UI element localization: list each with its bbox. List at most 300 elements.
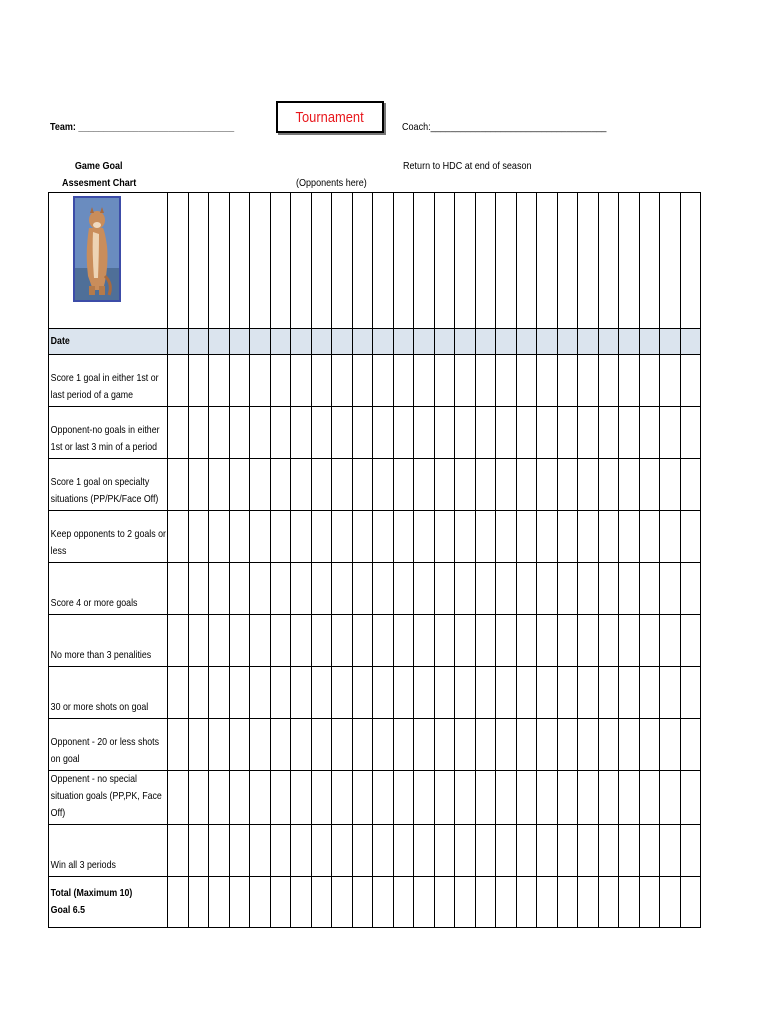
- date-label: Date: [50, 335, 70, 347]
- goal-row-game-cell: [434, 825, 455, 877]
- goal-row-game-cell: [393, 563, 414, 615]
- goal-row-game-cell: [332, 511, 353, 563]
- goal-row-game-cell: [270, 459, 291, 511]
- goal-row-game-cell: [455, 407, 476, 459]
- goal-row-game-cell: [168, 771, 189, 825]
- goal-row-game-cell: [270, 719, 291, 771]
- goal-row-game-cell: [291, 825, 312, 877]
- goal-row-game-cell: [414, 511, 435, 563]
- opponents-row-game-cell: [291, 193, 312, 329]
- goal-row-game-cell: [311, 459, 332, 511]
- goal-row-game-cell: [455, 825, 476, 877]
- date-row-game-cell: [660, 329, 681, 355]
- goal-row-game-cell: [209, 719, 230, 771]
- goal-row-game-cell: [229, 771, 250, 825]
- goal-row-game-cell: [188, 615, 209, 667]
- goal-row-game-cell: [639, 771, 660, 825]
- opponents-row-game-cell: [455, 193, 476, 329]
- goal-row-game-cell: [393, 615, 414, 667]
- goal-row-game-cell: [516, 825, 537, 877]
- goal-row: [49, 355, 701, 407]
- team-field-label: Team: _______________________________: [50, 121, 235, 133]
- goal-label: Score 1 goal on specialty situations (PP/PK/Face Off): [50, 476, 159, 505]
- goal-label-cell: [49, 563, 168, 615]
- goal-row: [49, 719, 701, 771]
- goal-row-game-cell: [209, 563, 230, 615]
- opponents-row-game-cell: [619, 193, 640, 329]
- goal-row-game-cell: [393, 771, 414, 825]
- goal-row-game-cell: [291, 355, 312, 407]
- total-row-game-cell: [270, 877, 291, 928]
- goal-row-game-cell: [598, 771, 619, 825]
- opponents-row-game-cell: [496, 193, 517, 329]
- total-row-game-cell: [455, 877, 476, 928]
- goal-row-game-cell: [393, 825, 414, 877]
- total-row-game-cell: [311, 877, 332, 928]
- date-row-game-cell: [209, 329, 230, 355]
- goal-row-game-cell: [455, 563, 476, 615]
- opponents-row-game-cell: [209, 193, 230, 329]
- opponents-row-game-cell: [168, 193, 189, 329]
- goal-row-game-cell: [680, 459, 701, 511]
- goal-row-game-cell: [475, 667, 496, 719]
- opponents-row-game-cell: [537, 193, 558, 329]
- goal-row-game-cell: [250, 563, 271, 615]
- goal-row-game-cell: [311, 825, 332, 877]
- total-row-game-cell: [557, 877, 578, 928]
- goal-row-game-cell: [188, 771, 209, 825]
- goal-row: [49, 459, 701, 511]
- goal-row-game-cell: [188, 355, 209, 407]
- goal-row-game-cell: [332, 459, 353, 511]
- goal-row-game-cell: [352, 667, 373, 719]
- goal-row-game-cell: [311, 407, 332, 459]
- goal-row-game-cell: [188, 667, 209, 719]
- goal-row-game-cell: [516, 719, 537, 771]
- goal-row-game-cell: [250, 719, 271, 771]
- goal-row-game-cell: [516, 667, 537, 719]
- goal-row-game-cell: [373, 667, 394, 719]
- goal-row-game-cell: [168, 355, 189, 407]
- opponents-row-game-cell: [373, 193, 394, 329]
- goal-row-game-cell: [311, 355, 332, 407]
- goal-row-game-cell: [168, 459, 189, 511]
- total-row-game-cell: [393, 877, 414, 928]
- goal-row-game-cell: [660, 719, 681, 771]
- goal-row-game-cell: [455, 719, 476, 771]
- goal-row-game-cell: [598, 407, 619, 459]
- tournament-title: Tournament: [295, 108, 365, 126]
- goal-row-game-cell: [229, 459, 250, 511]
- opponents-row-game-cell: [660, 193, 681, 329]
- goal-row-game-cell: [516, 407, 537, 459]
- goal-row-game-cell: [496, 719, 517, 771]
- total-row-game-cell: [660, 877, 681, 928]
- goal-label-cell: [49, 825, 168, 877]
- date-row-game-cell: [455, 329, 476, 355]
- goal-row-game-cell: [619, 667, 640, 719]
- total-row-game-cell: [496, 877, 517, 928]
- goal-row-game-cell: [660, 407, 681, 459]
- date-row-game-cell: [578, 329, 599, 355]
- goal-row-game-cell: [352, 771, 373, 825]
- total-row-game-cell: [229, 877, 250, 928]
- date-row-game-cell: [373, 329, 394, 355]
- goal-row-game-cell: [270, 615, 291, 667]
- goal-row-game-cell: [598, 355, 619, 407]
- goal-row-game-cell: [537, 825, 558, 877]
- goal-label-cell: [49, 719, 168, 771]
- goal-row-game-cell: [537, 511, 558, 563]
- goal-label-cell: [49, 667, 168, 719]
- goal-row-game-cell: [660, 511, 681, 563]
- assessment-grid: [48, 192, 701, 928]
- goal-row-game-cell: [598, 719, 619, 771]
- total-row-game-cell: [291, 877, 312, 928]
- goal-row-game-cell: [660, 615, 681, 667]
- goal-row-game-cell: [680, 615, 701, 667]
- goal-row-game-cell: [639, 825, 660, 877]
- goal-row-game-cell: [660, 563, 681, 615]
- goal-row-game-cell: [619, 511, 640, 563]
- goal-row-game-cell: [373, 719, 394, 771]
- goal-row-game-cell: [434, 355, 455, 407]
- goal-row-game-cell: [537, 719, 558, 771]
- goal-row-game-cell: [598, 667, 619, 719]
- goal-row-game-cell: [475, 511, 496, 563]
- goal-row-game-cell: [475, 771, 496, 825]
- date-row-game-cell: [291, 329, 312, 355]
- goal-row-game-cell: [250, 667, 271, 719]
- goal-row-game-cell: [475, 407, 496, 459]
- goal-label: Oppenent - no special situation goals (PP,PK, Face Off): [50, 773, 162, 819]
- opponents-row-game-cell: [639, 193, 660, 329]
- goal-label-cell: [49, 511, 168, 563]
- total-label-cell: [49, 877, 168, 928]
- goal-row-game-cell: [680, 719, 701, 771]
- goal-row-game-cell: [188, 511, 209, 563]
- goal-row-game-cell: [680, 563, 701, 615]
- goal-row-game-cell: [168, 825, 189, 877]
- goal-row-game-cell: [229, 667, 250, 719]
- goal-row-game-cell: [332, 355, 353, 407]
- total-label: Total (Maximum 10): [50, 887, 133, 899]
- goal-row-game-cell: [250, 511, 271, 563]
- goal-row-game-cell: [250, 459, 271, 511]
- date-row-game-cell: [557, 329, 578, 355]
- goal-row-game-cell: [373, 407, 394, 459]
- goal-row-game-cell: [578, 459, 599, 511]
- goal-row-game-cell: [537, 667, 558, 719]
- goal-row: [49, 511, 701, 563]
- goal-row-game-cell: [598, 511, 619, 563]
- opponents-row-game-cell: [332, 193, 353, 329]
- date-row-game-cell: [434, 329, 455, 355]
- goal-row-game-cell: [209, 511, 230, 563]
- goal-label-cell: [49, 407, 168, 459]
- goal-row-game-cell: [475, 825, 496, 877]
- goal-row-game-cell: [373, 355, 394, 407]
- goal-row-game-cell: [496, 615, 517, 667]
- goal-row-game-cell: [188, 563, 209, 615]
- goal-row-game-cell: [660, 667, 681, 719]
- goal-row-game-cell: [291, 615, 312, 667]
- chart-title: [50, 158, 148, 192]
- goal-row-game-cell: [291, 407, 312, 459]
- goal-row-game-cell: [496, 771, 517, 825]
- goal-row-game-cell: [639, 719, 660, 771]
- goal-row-game-cell: [414, 407, 435, 459]
- goal-row-game-cell: [414, 825, 435, 877]
- goal-row-game-cell: [229, 355, 250, 407]
- opponents-row-game-cell: [598, 193, 619, 329]
- total-row-game-cell: [332, 877, 353, 928]
- opponents-row-game-cell: [578, 193, 599, 329]
- goal-row-game-cell: [660, 825, 681, 877]
- goal-row-game-cell: [496, 355, 517, 407]
- goal-row-game-cell: [352, 459, 373, 511]
- goal-row-game-cell: [270, 511, 291, 563]
- goal-row-game-cell: [168, 667, 189, 719]
- goal-label-cell: [49, 459, 168, 511]
- goal-row-game-cell: [311, 771, 332, 825]
- goal-label: Score 4 or more goals: [50, 597, 138, 609]
- goal-row-game-cell: [639, 667, 660, 719]
- goal-row-game-cell: [557, 667, 578, 719]
- goal-row-game-cell: [639, 355, 660, 407]
- cougar-photo-icon: [73, 196, 121, 302]
- goal-row-game-cell: [270, 771, 291, 825]
- goal-row-game-cell: [168, 407, 189, 459]
- goal-row-game-cell: [393, 719, 414, 771]
- opponents-row-game-cell: [270, 193, 291, 329]
- goal-row-game-cell: [578, 771, 599, 825]
- date-row-game-cell: [393, 329, 414, 355]
- goal-row: [49, 407, 701, 459]
- opponents-note: (Opponents here): [296, 177, 367, 189]
- goal-row-game-cell: [578, 825, 599, 877]
- goal-row-game-cell: [639, 407, 660, 459]
- goal-row-game-cell: [516, 459, 537, 511]
- total-row-game-cell: [475, 877, 496, 928]
- goal-row-game-cell: [414, 459, 435, 511]
- goal-row-game-cell: [414, 771, 435, 825]
- goal-target-label: Goal 6.5: [50, 904, 86, 916]
- date-row-game-cell: [311, 329, 332, 355]
- goal-row-game-cell: [660, 355, 681, 407]
- goal-row-game-cell: [291, 667, 312, 719]
- goal-label: Opponent-no goals in either 1st or last 3 min of a period: [50, 424, 160, 453]
- goal-row-game-cell: [373, 459, 394, 511]
- goal-row-game-cell: [475, 459, 496, 511]
- goal-row-game-cell: [250, 771, 271, 825]
- goal-row-game-cell: [537, 615, 558, 667]
- goal-row-game-cell: [434, 719, 455, 771]
- goal-row-game-cell: [352, 615, 373, 667]
- goal-row-game-cell: [455, 511, 476, 563]
- picture-cell: [49, 193, 168, 329]
- date-row-game-cell: [680, 329, 701, 355]
- goal-row-game-cell: [619, 825, 640, 877]
- goal-row-game-cell: [619, 407, 640, 459]
- goal-row-game-cell: [270, 563, 291, 615]
- goal-row-game-cell: [496, 511, 517, 563]
- goal-row-game-cell: [455, 355, 476, 407]
- total-row-game-cell: [373, 877, 394, 928]
- goal-row-game-cell: [557, 771, 578, 825]
- goal-row-game-cell: [332, 615, 353, 667]
- goal-row-game-cell: [209, 825, 230, 877]
- goal-row-game-cell: [373, 771, 394, 825]
- goal-row-game-cell: [393, 511, 414, 563]
- opponents-row-game-cell: [393, 193, 414, 329]
- chart-title-line1: Game Goal: [75, 160, 123, 172]
- goal-row-game-cell: [537, 355, 558, 407]
- goal-row-game-cell: [229, 407, 250, 459]
- opponents-row-game-cell: [475, 193, 496, 329]
- goal-row-game-cell: [352, 719, 373, 771]
- goal-row-game-cell: [434, 407, 455, 459]
- goal-row-game-cell: [455, 667, 476, 719]
- goal-row-game-cell: [578, 355, 599, 407]
- goal-row-game-cell: [311, 615, 332, 667]
- goal-row: [49, 667, 701, 719]
- goal-row-game-cell: [578, 563, 599, 615]
- goal-label: Keep opponents to 2 goals or less: [50, 528, 166, 557]
- goal-row-game-cell: [311, 719, 332, 771]
- goal-row-game-cell: [516, 563, 537, 615]
- goal-row-game-cell: [455, 771, 476, 825]
- goal-row-game-cell: [557, 719, 578, 771]
- date-row-game-cell: [250, 329, 271, 355]
- goal-row-game-cell: [475, 719, 496, 771]
- goal-row-game-cell: [188, 825, 209, 877]
- total-row-game-cell: [598, 877, 619, 928]
- goal-row-game-cell: [311, 563, 332, 615]
- goal-row-game-cell: [168, 563, 189, 615]
- goal-row-game-cell: [578, 667, 599, 719]
- opponents-row-game-cell: [516, 193, 537, 329]
- goal-row-game-cell: [250, 615, 271, 667]
- opponents-row: [49, 193, 701, 329]
- total-row-game-cell: [414, 877, 435, 928]
- date-row-game-cell: [537, 329, 558, 355]
- goal-row-game-cell: [352, 825, 373, 877]
- date-row-game-cell: [496, 329, 517, 355]
- goal-row-game-cell: [352, 563, 373, 615]
- goal-row-game-cell: [414, 563, 435, 615]
- goal-row-game-cell: [578, 719, 599, 771]
- goal-row-game-cell: [516, 771, 537, 825]
- goal-row: [49, 563, 701, 615]
- goal-row-game-cell: [291, 459, 312, 511]
- goal-row-game-cell: [250, 355, 271, 407]
- goal-row-game-cell: [434, 511, 455, 563]
- goal-row-game-cell: [229, 563, 250, 615]
- date-row-game-cell: [619, 329, 640, 355]
- goal-row-game-cell: [660, 459, 681, 511]
- goal-row-game-cell: [414, 719, 435, 771]
- goal-row-game-cell: [250, 825, 271, 877]
- date-row-game-cell: [352, 329, 373, 355]
- goal-row-game-cell: [332, 771, 353, 825]
- total-row-game-cell: [680, 877, 701, 928]
- goal-row-game-cell: [229, 719, 250, 771]
- goal-row-game-cell: [475, 563, 496, 615]
- total-row: [49, 877, 701, 928]
- goal-row-game-cell: [393, 667, 414, 719]
- goal-row-game-cell: [291, 719, 312, 771]
- goal-row-game-cell: [311, 511, 332, 563]
- goal-row-game-cell: [188, 719, 209, 771]
- coach-field-label: Coach:___________________________________: [402, 121, 607, 133]
- goal-row: [49, 825, 701, 877]
- goal-row-game-cell: [250, 407, 271, 459]
- goal-row-game-cell: [619, 459, 640, 511]
- goal-row-game-cell: [291, 771, 312, 825]
- goal-row-game-cell: [168, 719, 189, 771]
- total-row-game-cell: [352, 877, 373, 928]
- goal-row-game-cell: [537, 459, 558, 511]
- date-row-game-cell: [598, 329, 619, 355]
- goal-row-game-cell: [578, 407, 599, 459]
- goal-row-game-cell: [352, 355, 373, 407]
- goal-row-game-cell: [680, 511, 701, 563]
- goal-row-game-cell: [373, 825, 394, 877]
- total-row-game-cell: [639, 877, 660, 928]
- goal-row-game-cell: [496, 459, 517, 511]
- goal-row-game-cell: [209, 667, 230, 719]
- goal-row-game-cell: [352, 511, 373, 563]
- goal-row-game-cell: [680, 771, 701, 825]
- goal-row-game-cell: [598, 825, 619, 877]
- goal-row-game-cell: [557, 615, 578, 667]
- goal-row-game-cell: [496, 563, 517, 615]
- goal-row-game-cell: [516, 615, 537, 667]
- goal-row-game-cell: [496, 825, 517, 877]
- opponents-row-game-cell: [352, 193, 373, 329]
- goal-row-game-cell: [373, 615, 394, 667]
- goal-row-game-cell: [619, 355, 640, 407]
- date-row-game-cell: [516, 329, 537, 355]
- goal-row-game-cell: [434, 459, 455, 511]
- goal-row-game-cell: [229, 825, 250, 877]
- goal-row-game-cell: [168, 615, 189, 667]
- opponents-row-game-cell: [434, 193, 455, 329]
- goal-row-game-cell: [270, 825, 291, 877]
- goal-label: Opponent - 20 or less shots on goal: [50, 736, 160, 765]
- total-row-game-cell: [168, 877, 189, 928]
- goal-row-game-cell: [496, 667, 517, 719]
- total-row-game-cell: [250, 877, 271, 928]
- goal-label-cell: [49, 355, 168, 407]
- chart-title-line2: Assesment Chart: [61, 177, 137, 189]
- goal-row-game-cell: [557, 563, 578, 615]
- goal-row-game-cell: [291, 511, 312, 563]
- goal-row-game-cell: [619, 615, 640, 667]
- opponents-row-game-cell: [229, 193, 250, 329]
- opponents-row-game-cell: [680, 193, 701, 329]
- goal-row-game-cell: [393, 407, 414, 459]
- date-row-game-cell: [639, 329, 660, 355]
- goal-label: Win all 3 periods: [50, 859, 116, 871]
- goal-row-game-cell: [660, 771, 681, 825]
- goal-row-game-cell: [619, 771, 640, 825]
- goal-row: [49, 615, 701, 667]
- goal-row-game-cell: [557, 355, 578, 407]
- goal-row-game-cell: [229, 615, 250, 667]
- goal-row-game-cell: [373, 563, 394, 615]
